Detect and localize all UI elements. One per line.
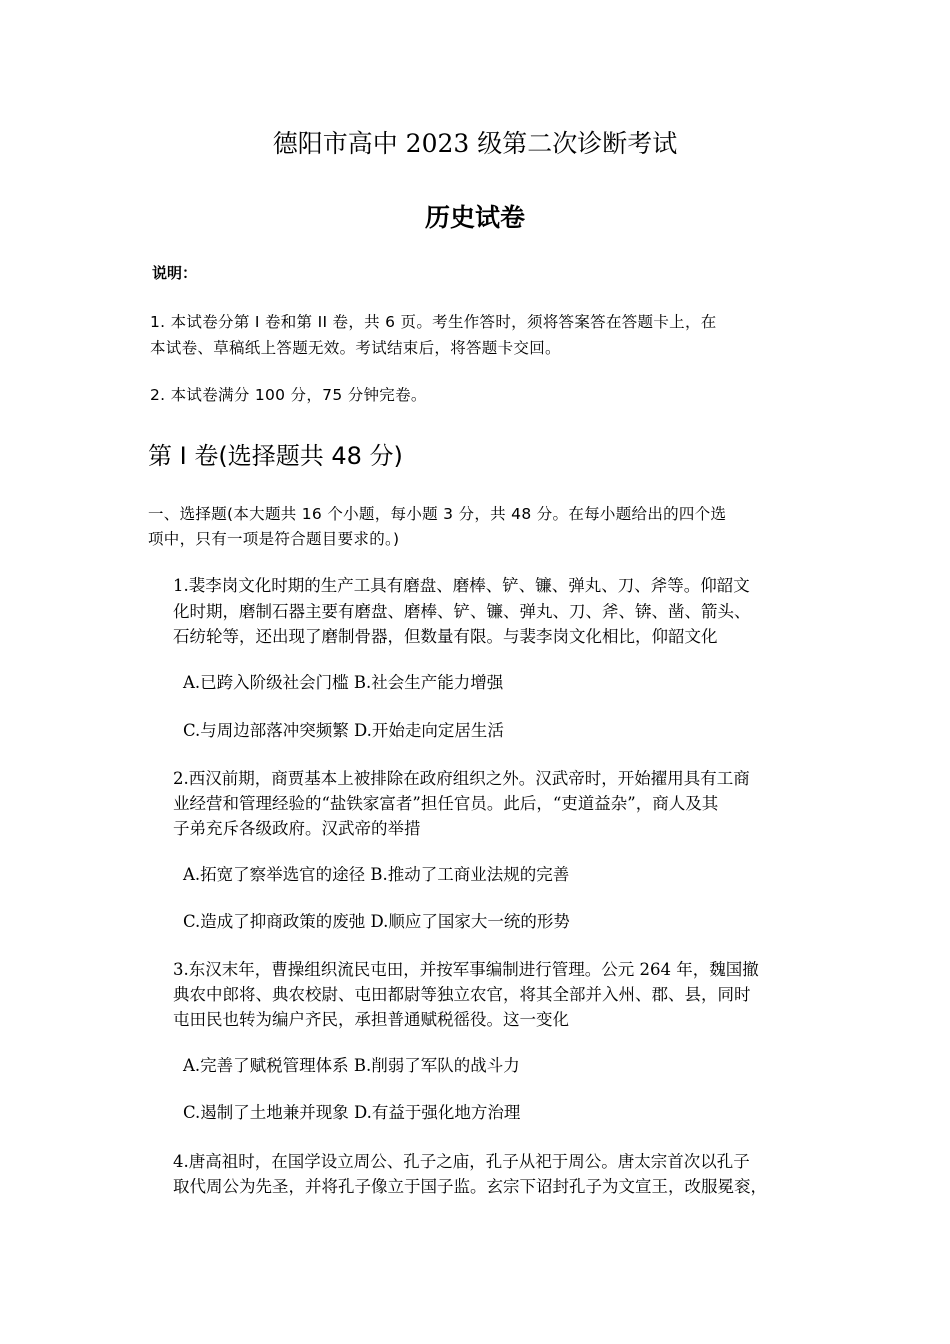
instruction-1-line-1: 1. 本试卷分第 I 卷和第 II 卷，共 6 页。考生作答时，须将答案答在答题卡上，在 — [150, 313, 717, 331]
question-2-line-2: 业经营和管理经验的“盐铁家富者”担任官员。此后，“吏道益杂”，商人及其 — [173, 794, 719, 813]
question-3-line-2: 典农中郎将、典农校尉、屯田都尉等独立农官，将其全部并入州、郡、县，同时 — [173, 985, 751, 1004]
question-2-options-cd: C.造成了抑商政策的废弛 D.顺应了国家大一统的形势 — [183, 912, 570, 931]
question-3-options-cd: C.遏制了土地兼并现象 D.有益于强化地方治理 — [183, 1103, 521, 1122]
question-1-options-cd: C.与周边部落冲突频繁 D.开始走向定居生活 — [183, 721, 504, 740]
question-2-options-ab: A.拓宽了察举选官的途径 B.推动了工商业法规的完善 — [183, 865, 570, 884]
section-title: 第 I 卷(选择题共 48 分) — [148, 442, 403, 470]
section-intro-line-2: 项中，只有一项是符合题目要求的。) — [148, 530, 400, 548]
question-4-line-1: 4.唐高祖时，在国学设立周公、孔子之庙，孔子从祀于周公。唐太宗首次以孔子 — [173, 1152, 750, 1171]
instruction-2: 2. 本试卷满分 100 分，75 分钟完卷。 — [150, 386, 427, 404]
exam-subject: 历史试卷 — [424, 203, 525, 232]
question-2-line-3: 子弟充斥各级政府。汉武帝的举措 — [173, 819, 421, 838]
section-intro-line-1: 一、选择题(本大题共 16 个小题，每小题 3 分，共 48 分。在每小题给出的四个选 — [148, 505, 727, 523]
question-1-line-1: 1.裴李岗文化时期的生产工具有磨盘、磨棒、铲、镰、弹丸、刀、斧等。仰韶文 — [173, 576, 750, 595]
question-3-line-1: 3.东汉末年，曹操组织流民屯田，并按军事编制进行管理。公元 264 年，魏国撤 — [173, 960, 759, 979]
question-3-options-ab: A.完善了赋税管理体系 B.削弱了军队的战斗力 — [183, 1056, 520, 1075]
instruction-1-line-2: 本试卷、草稿纸上答题无效。考试结束后，将答题卡交回。 — [150, 339, 561, 357]
question-1-line-2: 化时期，磨制石器主要有磨盘、磨棒、铲、镰、弹丸、刀、斧、锛、凿、箭头、 — [173, 602, 751, 621]
question-1-line-3: 石纺轮等，还出现了磨制骨器，但数量有限。与裴李岗文化相比，仰韶文化 — [173, 627, 718, 646]
question-3-line-3: 屯田民也转为编户齐民，承担普通赋税徭役。这一变化 — [173, 1010, 569, 1029]
question-1-options-ab: A.已跨入阶级社会门槛 B.社会生产能力增强 — [183, 673, 504, 692]
question-4-line-2: 取代周公为先圣，并将孔子像立于国子监。玄宗下诏封孔子为文宣王，改服冕衮， — [173, 1177, 767, 1196]
question-2-line-1: 2.西汉前期，商贾基本上被排除在政府组织之外。汉武帝时，开始擢用具有工商 — [173, 769, 750, 788]
exam-title: 德阳市高中 2023 级第二次诊断考试 — [272, 129, 678, 158]
instructions-label: 说明： — [152, 264, 198, 282]
